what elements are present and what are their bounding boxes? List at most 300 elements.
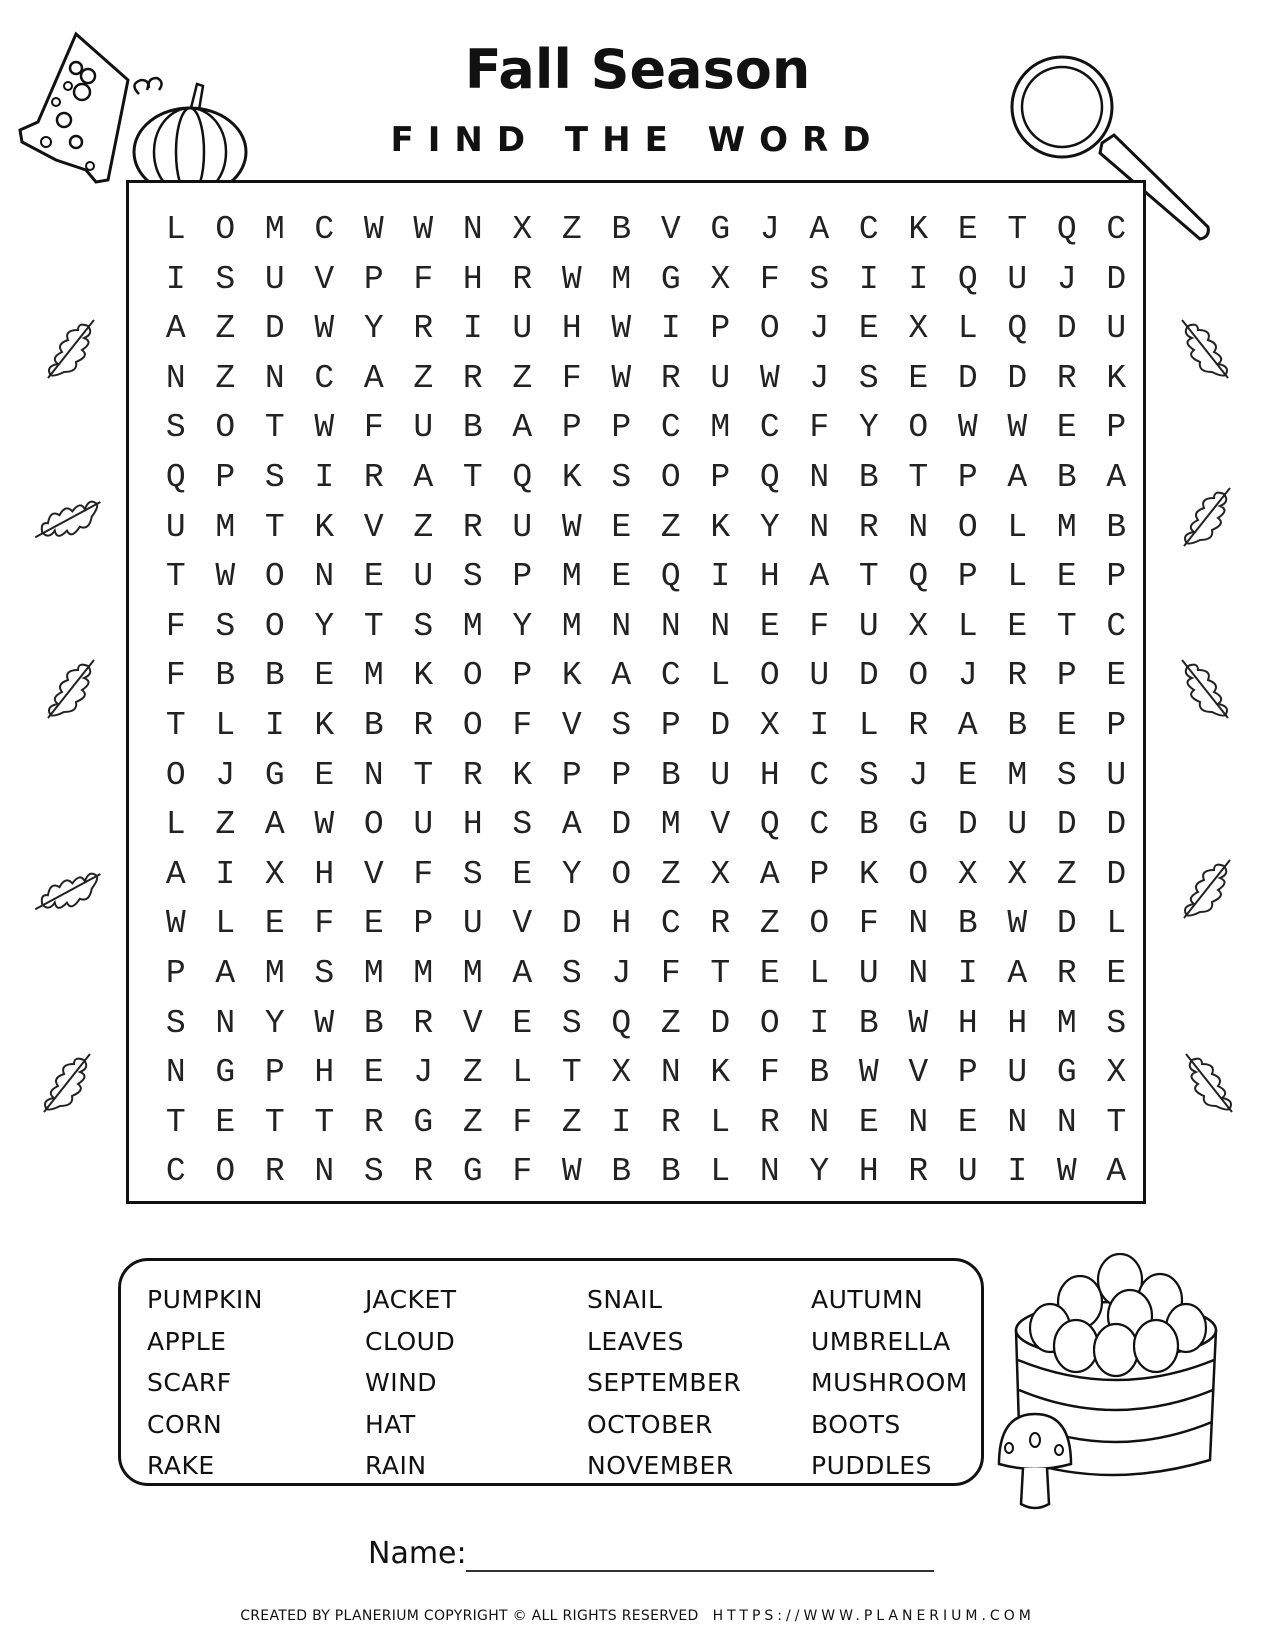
grid-letter[interactable]: V (710, 806, 731, 844)
grid-letter[interactable]: I (314, 458, 335, 496)
grid-letter[interactable]: P (561, 409, 582, 447)
grid-letter[interactable]: M (611, 260, 632, 298)
grid-letter[interactable]: J (215, 756, 236, 794)
grid-letter[interactable]: W (314, 1004, 335, 1042)
grid-letter[interactable]: W (908, 1004, 929, 1042)
grid-letter[interactable]: B (660, 1153, 681, 1191)
grid-letter[interactable]: V (363, 855, 384, 893)
grid-letter[interactable]: A (165, 855, 186, 893)
grid-letter[interactable]: H (314, 1054, 335, 1092)
grid-letter[interactable]: X (611, 1054, 632, 1092)
grid-letter[interactable]: M (413, 954, 434, 992)
grid-letter[interactable]: T (264, 508, 285, 546)
grid-letter[interactable]: A (759, 855, 780, 893)
grid-letter[interactable]: C (660, 409, 681, 447)
grid-letter[interactable]: O (759, 1004, 780, 1042)
grid-letter[interactable]: O (759, 310, 780, 348)
grid-letter[interactable]: I (1007, 1153, 1028, 1191)
website-link[interactable]: HTTPS://WWW.PLANERIUM.COM (712, 1608, 1035, 1624)
grid-letter[interactable]: D (858, 657, 879, 695)
grid-letter[interactable]: U (1007, 1054, 1028, 1092)
grid-letter[interactable]: J (908, 756, 929, 794)
grid-letter[interactable]: Z (660, 508, 681, 546)
grid-letter[interactable]: A (413, 458, 434, 496)
grid-letter[interactable]: O (462, 706, 483, 744)
grid-letter[interactable]: F (858, 905, 879, 943)
grid-letter[interactable]: K (1106, 359, 1127, 397)
grid-letter[interactable]: E (759, 607, 780, 645)
grid-letter[interactable]: R (660, 1103, 681, 1141)
grid-letter[interactable]: H (858, 1153, 879, 1191)
grid-letter[interactable]: P (1106, 706, 1127, 744)
grid-letter[interactable]: S (314, 954, 335, 992)
grid-letter[interactable]: I (957, 954, 978, 992)
grid-letter[interactable]: W (611, 310, 632, 348)
grid-letter[interactable]: B (264, 657, 285, 695)
grid-letter[interactable]: E (363, 1054, 384, 1092)
grid-letter[interactable]: B (858, 806, 879, 844)
grid-letter[interactable]: R (462, 508, 483, 546)
grid-letter[interactable]: K (710, 508, 731, 546)
grid-letter[interactable]: V (314, 260, 335, 298)
grid-letter[interactable]: S (858, 756, 879, 794)
grid-letter[interactable]: N (809, 1103, 830, 1141)
grid-letter[interactable]: D (1056, 806, 1077, 844)
grid-letter[interactable]: O (215, 409, 236, 447)
grid-letter[interactable]: E (611, 508, 632, 546)
grid-letter[interactable]: W (215, 558, 236, 596)
grid-letter[interactable]: O (809, 905, 830, 943)
grid-letter[interactable]: E (512, 855, 533, 893)
grid-letter[interactable]: W (858, 1054, 879, 1092)
grid-letter[interactable]: B (809, 1054, 830, 1092)
grid-letter[interactable]: R (660, 359, 681, 397)
grid-letter[interactable]: R (512, 260, 533, 298)
grid-letter[interactable]: N (611, 607, 632, 645)
grid-letter[interactable]: Q (660, 558, 681, 596)
grid-letter[interactable]: A (165, 310, 186, 348)
grid-letter[interactable]: N (462, 211, 483, 248)
grid-letter[interactable]: D (710, 1004, 731, 1042)
grid-letter[interactable]: E (957, 1103, 978, 1141)
grid-letter[interactable]: T (165, 558, 186, 596)
grid-letter[interactable]: U (1007, 260, 1028, 298)
grid-letter[interactable]: N (264, 359, 285, 397)
grid-letter[interactable]: S (462, 558, 483, 596)
grid-letter[interactable]: A (957, 706, 978, 744)
grid-letter[interactable]: N (165, 359, 186, 397)
grid-letter[interactable]: L (1007, 558, 1028, 596)
grid-letter[interactable]: Z (413, 359, 434, 397)
grid-letter[interactable]: R (908, 706, 929, 744)
grid-letter[interactable]: X (710, 855, 731, 893)
grid-letter[interactable]: S (512, 806, 533, 844)
grid-letter[interactable]: I (215, 855, 236, 893)
grid-letter[interactable]: J (413, 1054, 434, 1092)
grid-letter[interactable]: Y (363, 310, 384, 348)
grid-letter[interactable]: W (561, 260, 582, 298)
grid-letter[interactable]: P (1106, 409, 1127, 447)
grid-letter[interactable]: C (165, 1153, 186, 1191)
grid-letter[interactable]: Q (759, 458, 780, 496)
grid-letter[interactable]: P (710, 458, 731, 496)
grid-letter[interactable]: E (1056, 706, 1077, 744)
grid-letter[interactable]: P (611, 756, 632, 794)
grid-letter[interactable]: B (611, 1153, 632, 1191)
grid-letter[interactable]: H (314, 855, 335, 893)
grid-letter[interactable]: U (1007, 806, 1028, 844)
grid-letter[interactable]: E (957, 211, 978, 248)
grid-letter[interactable]: H (611, 905, 632, 943)
grid-letter[interactable]: L (957, 310, 978, 348)
grid-letter[interactable]: R (462, 756, 483, 794)
grid-letter[interactable]: N (908, 508, 929, 546)
grid-letter[interactable]: E (314, 756, 335, 794)
grid-letter[interactable]: K (512, 756, 533, 794)
grid-letter[interactable]: R (759, 1103, 780, 1141)
grid-letter[interactable]: P (512, 558, 533, 596)
grid-letter[interactable]: F (809, 607, 830, 645)
grid-letter[interactable]: P (413, 905, 434, 943)
grid-letter[interactable]: Z (413, 508, 434, 546)
grid-letter[interactable]: Q (957, 260, 978, 298)
grid-letter[interactable]: K (908, 211, 929, 248)
grid-letter[interactable]: D (957, 359, 978, 397)
grid-letter[interactable]: X (512, 211, 533, 248)
grid-letter[interactable]: F (314, 905, 335, 943)
grid-letter[interactable]: O (215, 1153, 236, 1191)
grid-letter[interactable]: I (908, 260, 929, 298)
grid-letter[interactable]: T (710, 954, 731, 992)
grid-letter[interactable]: D (1007, 359, 1028, 397)
grid-letter[interactable]: M (264, 211, 285, 248)
grid-letter[interactable]: U (264, 260, 285, 298)
grid-letter[interactable]: D (1106, 806, 1127, 844)
grid-letter[interactable]: M (561, 558, 582, 596)
grid-letter[interactable]: L (809, 954, 830, 992)
grid-letter[interactable]: D (710, 706, 731, 744)
grid-letter[interactable]: Z (561, 1103, 582, 1141)
grid-letter[interactable]: F (759, 1054, 780, 1092)
grid-letter[interactable]: P (561, 756, 582, 794)
grid-letter[interactable]: U (512, 310, 533, 348)
grid-letter[interactable]: J (611, 954, 632, 992)
grid-letter[interactable]: G (908, 806, 929, 844)
grid-letter[interactable]: P (660, 706, 681, 744)
grid-letter[interactable]: C (660, 905, 681, 943)
grid-letter[interactable]: B (858, 458, 879, 496)
grid-letter[interactable]: S (462, 855, 483, 893)
grid-letter[interactable]: B (363, 706, 384, 744)
grid-letter[interactable]: H (462, 260, 483, 298)
grid-letter[interactable]: N (759, 1153, 780, 1191)
grid-letter[interactable]: D (1056, 310, 1077, 348)
grid-letter[interactable]: P (957, 558, 978, 596)
grid-letter[interactable]: O (462, 657, 483, 695)
grid-letter[interactable]: A (1007, 458, 1028, 496)
grid-letter[interactable]: T (1007, 211, 1028, 248)
grid-letter[interactable]: Y (759, 508, 780, 546)
grid-letter[interactable]: I (264, 706, 285, 744)
grid-letter[interactable]: N (165, 1054, 186, 1092)
grid-letter[interactable]: N (314, 1153, 335, 1191)
grid-letter[interactable]: A (1106, 458, 1127, 496)
grid-letter[interactable]: E (363, 558, 384, 596)
grid-letter[interactable]: R (413, 1004, 434, 1042)
grid-letter[interactable]: H (462, 806, 483, 844)
grid-letter[interactable]: M (264, 954, 285, 992)
grid-letter[interactable]: K (413, 657, 434, 695)
grid-letter[interactable]: Q (759, 806, 780, 844)
grid-letter[interactable]: O (165, 756, 186, 794)
grid-letter[interactable]: R (363, 458, 384, 496)
grid-letter[interactable]: Z (759, 905, 780, 943)
grid-letter[interactable]: Z (215, 359, 236, 397)
grid-letter[interactable]: Q (611, 1004, 632, 1042)
grid-letter[interactable]: L (1106, 905, 1127, 943)
grid-letter[interactable]: Z (462, 1054, 483, 1092)
grid-letter[interactable]: M (363, 954, 384, 992)
grid-letter[interactable]: E (759, 954, 780, 992)
grid-letter[interactable]: M (363, 657, 384, 695)
grid-letter[interactable]: H (759, 558, 780, 596)
grid-letter[interactable]: J (809, 310, 830, 348)
grid-letter[interactable]: R (363, 1103, 384, 1141)
grid-letter[interactable]: U (462, 905, 483, 943)
grid-letter[interactable]: Q (908, 558, 929, 596)
grid-letter[interactable]: U (1106, 310, 1127, 348)
grid-letter[interactable]: U (512, 508, 533, 546)
grid-letter[interactable]: C (759, 409, 780, 447)
grid-letter[interactable]: D (1106, 260, 1127, 298)
grid-letter[interactable]: W (611, 359, 632, 397)
grid-letter[interactable]: Q (165, 458, 186, 496)
grid-letter[interactable]: F (512, 1153, 533, 1191)
grid-letter[interactable]: R (1007, 657, 1028, 695)
grid-letter[interactable]: S (413, 607, 434, 645)
grid-letter[interactable]: E (1056, 409, 1077, 447)
letter-grid[interactable] (151, 205, 1141, 1197)
grid-letter[interactable]: V (660, 211, 681, 248)
grid-letter[interactable]: K (561, 458, 582, 496)
grid-letter[interactable]: L (512, 1054, 533, 1092)
grid-letter[interactable]: E (908, 359, 929, 397)
grid-letter[interactable]: T (908, 458, 929, 496)
grid-letter[interactable]: L (710, 657, 731, 695)
grid-letter[interactable]: E (264, 905, 285, 943)
grid-letter[interactable]: B (462, 409, 483, 447)
grid-letter[interactable]: W (314, 409, 335, 447)
grid-letter[interactable]: D (611, 806, 632, 844)
grid-letter[interactable]: K (710, 1054, 731, 1092)
grid-letter[interactable]: F (660, 954, 681, 992)
grid-letter[interactable]: V (462, 1004, 483, 1042)
grid-letter[interactable]: F (363, 409, 384, 447)
grid-letter[interactable]: P (957, 1054, 978, 1092)
grid-letter[interactable]: T (858, 558, 879, 596)
grid-letter[interactable]: E (512, 1004, 533, 1042)
grid-letter[interactable]: N (1056, 1103, 1077, 1141)
grid-letter[interactable]: G (462, 1153, 483, 1191)
grid-letter[interactable]: R (462, 359, 483, 397)
grid-letter[interactable]: W (561, 1153, 582, 1191)
grid-letter[interactable]: N (908, 905, 929, 943)
grid-letter[interactable]: E (1056, 558, 1077, 596)
grid-letter[interactable]: W (759, 359, 780, 397)
grid-letter[interactable]: B (957, 905, 978, 943)
grid-letter[interactable]: F (413, 260, 434, 298)
grid-letter[interactable]: T (314, 1103, 335, 1141)
grid-letter[interactable]: Y (314, 607, 335, 645)
grid-letter[interactable]: Z (462, 1103, 483, 1141)
grid-letter[interactable]: O (660, 458, 681, 496)
grid-letter[interactable]: O (908, 657, 929, 695)
grid-letter[interactable]: W (165, 905, 186, 943)
grid-letter[interactable]: N (710, 607, 731, 645)
grid-letter[interactable]: T (363, 607, 384, 645)
grid-letter[interactable]: R (710, 905, 731, 943)
grid-letter[interactable]: A (264, 806, 285, 844)
grid-letter[interactable]: P (264, 1054, 285, 1092)
grid-letter[interactable]: P (363, 260, 384, 298)
grid-letter[interactable]: A (561, 806, 582, 844)
grid-letter[interactable]: E (363, 905, 384, 943)
grid-letter[interactable]: N (215, 1004, 236, 1042)
grid-letter[interactable]: X (1007, 855, 1028, 893)
grid-letter[interactable]: L (165, 211, 186, 248)
grid-letter[interactable]: S (215, 260, 236, 298)
grid-letter[interactable]: G (710, 211, 731, 248)
grid-letter[interactable]: L (957, 607, 978, 645)
grid-letter[interactable]: X (908, 607, 929, 645)
grid-letter[interactable]: W (363, 211, 384, 248)
grid-letter[interactable]: C (809, 756, 830, 794)
grid-letter[interactable]: E (314, 657, 335, 695)
grid-letter[interactable]: I (710, 558, 731, 596)
grid-letter[interactable]: B (215, 657, 236, 695)
grid-letter[interactable]: P (1056, 657, 1077, 695)
grid-letter[interactable]: N (908, 1103, 929, 1141)
grid-letter[interactable]: X (1106, 1054, 1127, 1092)
grid-letter[interactable]: Z (561, 211, 582, 248)
grid-letter[interactable]: H (561, 310, 582, 348)
grid-letter[interactable]: C (809, 806, 830, 844)
grid-letter[interactable]: P (1106, 558, 1127, 596)
grid-letter[interactable]: W (1056, 1153, 1077, 1191)
grid-letter[interactable]: I (809, 706, 830, 744)
grid-letter[interactable]: X (908, 310, 929, 348)
grid-letter[interactable]: F (561, 359, 582, 397)
grid-letter[interactable]: N (1007, 1103, 1028, 1141)
grid-letter[interactable]: I (809, 1004, 830, 1042)
grid-letter[interactable]: G (1056, 1054, 1077, 1092)
grid-letter[interactable]: U (957, 1153, 978, 1191)
grid-letter[interactable]: J (957, 657, 978, 695)
grid-letter[interactable]: S (1056, 756, 1077, 794)
grid-letter[interactable]: C (660, 657, 681, 695)
grid-letter[interactable]: K (314, 508, 335, 546)
grid-letter[interactable]: S (165, 1004, 186, 1042)
grid-letter[interactable]: O (759, 657, 780, 695)
grid-letter[interactable]: G (660, 260, 681, 298)
grid-letter[interactable]: B (1106, 508, 1127, 546)
grid-letter[interactable]: C (314, 211, 335, 248)
grid-letter[interactable]: W (561, 508, 582, 546)
grid-letter[interactable]: V (561, 706, 582, 744)
grid-letter[interactable]: B (611, 211, 632, 248)
grid-letter[interactable]: S (165, 409, 186, 447)
grid-letter[interactable]: V (363, 508, 384, 546)
grid-letter[interactable]: Z (215, 310, 236, 348)
grid-letter[interactable]: U (413, 806, 434, 844)
grid-letter[interactable]: A (215, 954, 236, 992)
grid-letter[interactable]: T (413, 756, 434, 794)
grid-letter[interactable]: X (759, 706, 780, 744)
grid-letter[interactable]: S (215, 607, 236, 645)
grid-letter[interactable]: N (908, 954, 929, 992)
grid-letter[interactable]: U (858, 607, 879, 645)
grid-letter[interactable]: R (1056, 954, 1077, 992)
grid-letter[interactable]: R (413, 706, 434, 744)
grid-letter[interactable]: E (1106, 954, 1127, 992)
grid-letter[interactable]: Y (264, 1004, 285, 1042)
grid-letter[interactable]: Y (809, 1153, 830, 1191)
grid-letter[interactable]: S (611, 706, 632, 744)
grid-letter[interactable]: F (512, 1103, 533, 1141)
grid-letter[interactable]: W (314, 806, 335, 844)
grid-letter[interactable]: X (710, 260, 731, 298)
grid-letter[interactable]: H (1007, 1004, 1028, 1042)
grid-letter[interactable]: R (1056, 359, 1077, 397)
grid-letter[interactable]: P (957, 458, 978, 496)
grid-letter[interactable]: T (1056, 607, 1077, 645)
grid-letter[interactable]: B (660, 756, 681, 794)
grid-letter[interactable]: A (512, 954, 533, 992)
grid-letter[interactable]: S (264, 458, 285, 496)
grid-letter[interactable]: R (858, 508, 879, 546)
grid-letter[interactable]: U (1106, 756, 1127, 794)
grid-letter[interactable]: L (710, 1153, 731, 1191)
grid-letter[interactable]: T (165, 1103, 186, 1141)
grid-letter[interactable]: Z (1056, 855, 1077, 893)
grid-letter[interactable]: M (1056, 508, 1077, 546)
grid-letter[interactable]: F (165, 657, 186, 695)
grid-letter[interactable]: U (413, 558, 434, 596)
grid-letter[interactable]: C (1106, 607, 1127, 645)
grid-letter[interactable]: J (809, 359, 830, 397)
grid-letter[interactable]: C (858, 211, 879, 248)
grid-letter[interactable]: U (710, 756, 731, 794)
grid-letter[interactable]: M (561, 607, 582, 645)
grid-letter[interactable]: F (512, 706, 533, 744)
grid-letter[interactable]: C (314, 359, 335, 397)
grid-letter[interactable]: A (512, 409, 533, 447)
grid-letter[interactable]: E (215, 1103, 236, 1141)
grid-letter[interactable]: S (561, 954, 582, 992)
grid-letter[interactable]: Y (561, 855, 582, 893)
grid-letter[interactable]: H (759, 756, 780, 794)
grid-letter[interactable]: A (611, 657, 632, 695)
grid-letter[interactable]: X (264, 855, 285, 893)
grid-letter[interactable]: W (1007, 409, 1028, 447)
grid-letter[interactable]: S (1106, 1004, 1127, 1042)
grid-letter[interactable]: U (858, 954, 879, 992)
grid-letter[interactable]: M (660, 806, 681, 844)
grid-letter[interactable]: S (363, 1153, 384, 1191)
grid-letter[interactable]: N (660, 1054, 681, 1092)
grid-letter[interactable]: L (215, 905, 236, 943)
grid-letter[interactable]: R (413, 310, 434, 348)
